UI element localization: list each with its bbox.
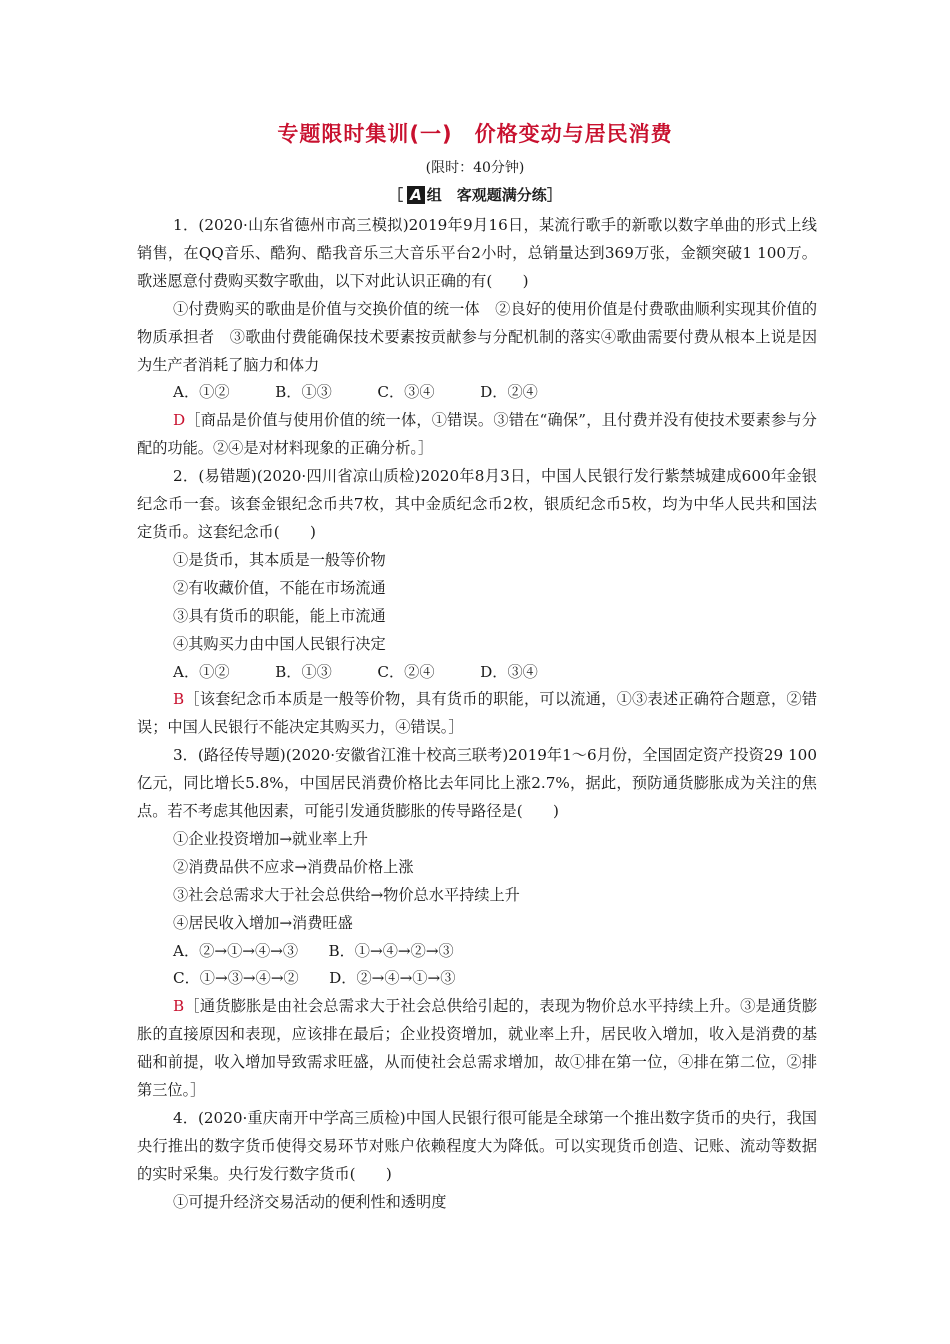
- question-3-stem: 3．(路径传导题)(2020·安徽省江淮十校高三联考)2019年1～6月份，全国固定资产投资29 100亿元，同比增长5.8%，中国居民消费价格比去年同比上涨2.7%，据此，预防通货膨胀成为关注的焦点。若不考虑其他因素，可能引发通货膨胀的传导路径是( ): [137, 746, 817, 821]
- question-1-stem: 1．(2020·山东省德州市高三模拟)2019年9月16日，某流行歌手的新歌以数字单曲的形式上线销售，在QQ音乐、酷狗、酷我音乐三大音乐平台2小时，总销量达到369万张，金额突破1 100万。歌迷愿意付费购买数字歌曲，以下对此认识正确的有( ): [137, 216, 817, 290]
- answer-letter: D: [173, 411, 186, 430]
- answer-explanation: ［商品是价值与使用价值的统一体，①错误。③错在“确保”，且付费并没有使技术要素参与分配的功能。②④是对材料现象的正确分析。］: [137, 411, 817, 458]
- answer-letter: B: [173, 690, 185, 709]
- answer-explanation: ［该套纪念币本质是一般等价物，具有货币的职能，可以流通，①③表述正确符合题意，②错误；中国人民银行不能决定其购买力，④错误。］: [137, 690, 817, 737]
- question-3-option: ③社会总需求大于社会总供给→物价总水平持续上升: [173, 885, 520, 904]
- question-2-option: ③具有货币的职能，能上市流通: [173, 606, 386, 625]
- section-label: 组 客观题满分练: [426, 186, 547, 204]
- question-3-choices-row-1: A．②→①→④→③ B．①→④→②→③: [173, 941, 454, 960]
- page-title: 专题限时集训(一) 价格变动与居民消费: [277, 122, 673, 146]
- section-bracket-right: ］: [546, 186, 562, 204]
- question-2-option: ①是货币，其本质是一般等价物: [173, 550, 386, 569]
- question-2-option: ④其购买力由中国人民银行决定: [173, 634, 386, 653]
- answer-explanation: ［通货膨胀是由社会总需求大于社会总供给引起的，表现为物价总水平持续上升。③是通货膨胀的直接原因和表现，应该排在最后；企业投资增加，就业率上升，居民收入增加，收入是消费的基础和前提，收入增加导致需求旺盛，从而使社会总需求增加，故①排在第一位，④排在第二位，②排第三位。］: [137, 997, 817, 1100]
- question-3-answer: [137, 993, 817, 1105]
- question-1-choices: A．①② B．①③ C．③④ D．②④: [173, 383, 538, 402]
- question-1-answer: [137, 407, 817, 463]
- time-limit: (限时：40分钟): [425, 160, 525, 176]
- section-bracket-left: ［: [388, 186, 404, 204]
- question-3-option: ④居民收入增加→消费旺盛: [173, 913, 353, 932]
- answer-letter: B: [173, 997, 185, 1016]
- question-4-stem: 4．(2020·重庆南开中学高三质检)中国人民银行很可能是全球第一个推出数字货币的央行，我国央行推出的数字货币使得交易环节对账户依赖程度大为降低。可以实现货币创造、记账、流动等数据的实时采集。央行发行数字货币( ): [137, 1109, 817, 1183]
- question-2-option: ②有收藏价值，不能在市场流通: [173, 578, 386, 597]
- section-heading: [0, 184, 950, 205]
- section-a-badge: A: [407, 186, 425, 204]
- question-3-choices-row-2: C．①→③→④→② D．②→④→①→③: [173, 969, 456, 988]
- question-2-stem: 2．(易错题)(2020·四川省凉山质检)2020年8月3日，中国人民银行发行紫禁城建成600年金银纪念币一套。该套金银纪念币共7枚，其中金质纪念币2枚，银质纪念币5枚，均为中华人民共和国法定货币。这套纪念币( ): [137, 467, 817, 541]
- question-3-option: ①企业投资增加→就业率上升: [173, 829, 368, 848]
- question-2-answer: [137, 686, 817, 742]
- question-4-option: ①可提升经济交易活动的便利性和透明度: [173, 1192, 447, 1211]
- question-3-option: ②消费品供不应求→消费品价格上涨: [173, 857, 414, 876]
- question-list: [137, 212, 817, 1217]
- question-1-statements: ①付费购买的歌曲是价值与交换价值的统一体 ②良好的使用价值是付费歌曲顺利实现其价值的物质承担者 ③歌曲付费能确保技术要素按贡献参与分配机制的落实④歌曲需要付费从根本上说是因为生产者消耗了脑力和体力: [137, 299, 817, 374]
- question-2-choices: A．①② B．①③ C．②④ D．③④: [173, 662, 538, 681]
